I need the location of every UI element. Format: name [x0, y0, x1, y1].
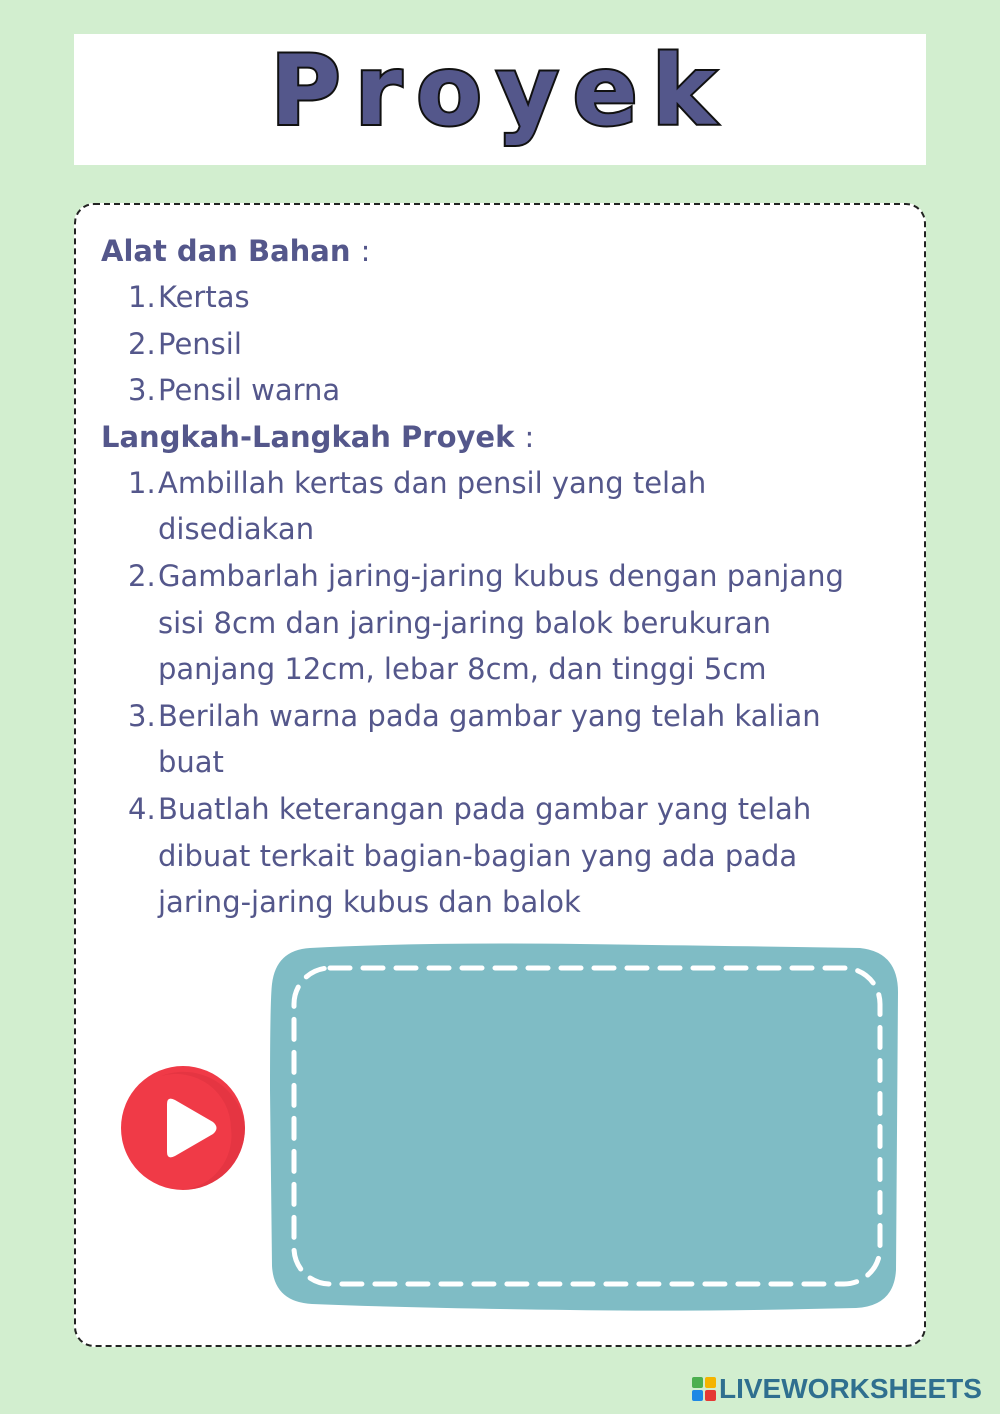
play-icon[interactable] [121, 1066, 245, 1190]
list-number: 3. [128, 373, 156, 408]
video-placeholder[interactable] [270, 940, 900, 1312]
list-line: sisi 8cm dan jaring-jaring balok berukuran [158, 605, 771, 640]
list-line: panjang 12cm, lebar 8cm, dan tinggi 5cm [158, 652, 767, 687]
list-number: 1. [128, 465, 156, 500]
alat-heading-colon: : [360, 234, 371, 268]
card-content [101, 228, 901, 926]
alat-list [101, 274, 901, 414]
list-item [101, 321, 901, 368]
list-text: Kertas [158, 280, 250, 314]
list-line: Gambarlah jaring-jaring kubus dengan panjang [158, 558, 844, 593]
list-text: Pensil warna [158, 373, 341, 408]
langkah-heading-text: Langkah-Langkah Proyek [101, 419, 515, 454]
list-line: Berilah warna pada gambar yang telah kalian [158, 698, 821, 733]
list-item [101, 693, 901, 786]
langkah-list [101, 460, 901, 926]
list-number: 2. [128, 558, 156, 593]
liveworksheets-logo-icon [692, 1377, 716, 1401]
list-text: Pensil [158, 326, 242, 361]
langkah-heading-colon: : [524, 419, 535, 454]
list-line: dibuat terkait bagian-bagian yang ada pada [158, 838, 798, 873]
list-number: 4. [128, 791, 156, 826]
list-line: disediakan [158, 512, 315, 547]
brand-text: LIVEWORKSHEETS [719, 1373, 982, 1404]
alat-heading [101, 228, 901, 274]
list-line: Buatlah keterangan pada gambar yang telah [158, 791, 812, 826]
list-line: Ambillah kertas dan pensil yang telah [158, 465, 707, 500]
list-item [101, 460, 901, 553]
list-item [101, 786, 901, 926]
list-item [101, 553, 901, 693]
list-line: buat [158, 745, 224, 780]
list-item [101, 274, 901, 321]
list-item [101, 367, 901, 414]
page-title: Proyek [270, 35, 730, 147]
title-banner [74, 34, 926, 165]
list-number: 1. [128, 280, 156, 314]
list-number: 2. [128, 326, 156, 361]
alat-heading-text: Alat dan Bahan [101, 234, 351, 268]
title-svg [74, 34, 926, 165]
list-line: jaring-jaring kubus dan balok [158, 885, 581, 920]
brand[interactable] [692, 1372, 982, 1406]
langkah-heading [101, 414, 901, 460]
list-number: 3. [128, 698, 156, 733]
